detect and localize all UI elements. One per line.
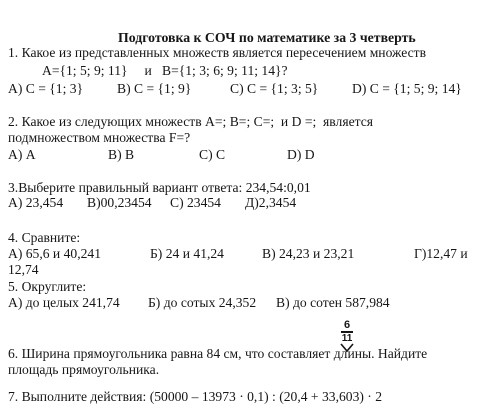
question-5-option-b: Б) до сотых 24,352 [148, 295, 257, 310]
question-2-option-b: В) В [108, 147, 135, 162]
question-5-option-c: В) до сотен 587,984 [276, 295, 390, 310]
question-1-text: 1. Какое из представленных множеств является пересечением множеств [8, 45, 427, 60]
question-4-option-d: Г)12,47 и [414, 246, 468, 261]
page-title: Подготовка к СОЧ по математике за 3 четверть [118, 30, 416, 45]
question-2-text-line-2: подмножеством множества F=? [8, 130, 191, 145]
question-4-option-a: А) 65,6 и 40,241 [8, 246, 101, 261]
question-4-option-b: Б) 24 и 41,24 [150, 246, 224, 261]
question-5-option-a: А) до целых 241,74 [8, 295, 120, 310]
question-7-text: 7. Выполните действия: (50000 – 13973 · 0,1) : (20,4 + 33,603) · 2 [8, 389, 383, 404]
question-4-text: 4. Сравните: [8, 230, 81, 245]
question-2-option-d: D) D [287, 147, 315, 162]
question-3-option-b: В)00,23454 [87, 195, 152, 210]
question-6-text-line-1: 6. Ширина прямоугольника равна 84 см, что составляет длины. Найдите [8, 346, 428, 361]
question-3-option-c: С) 23454 [170, 195, 221, 210]
fraction-denominator: 11 [341, 332, 353, 344]
question-5-text: 5. Округлите: [8, 279, 87, 294]
question-1-option-a: А) С = {1; 3} [8, 81, 84, 96]
question-1-sets: A={1; 5; 9; 11} и B={1; 3; 6; 9; 11; 14}? [42, 63, 288, 78]
question-1-option-c: С) С = {1; 3; 5} [230, 81, 319, 96]
question-3-text: 3.Выберите правильный вариант ответа: 234,54:0,01 [8, 180, 311, 195]
question-1-option-d: D) С = {1; 5; 9; 14} [352, 81, 462, 96]
question-1-option-b: В) С = {1; 9} [117, 81, 192, 96]
question-3-option-a: А) 23,454 [8, 195, 64, 210]
question-2-text-line-1: 2. Какое из следующих множеств A=; B=; C=; и D =; является [8, 114, 374, 129]
question-6-text-line-2: площадь прямоугольника. [8, 362, 160, 377]
question-2-option-c: С) С [199, 147, 226, 162]
question-3-option-d: Д)2,3454 [245, 195, 297, 210]
fraction-numerator: 6 [343, 319, 351, 331]
question-6-fraction [340, 320, 354, 344]
question-2-option-a: А) А [8, 147, 36, 162]
question-4-option-c: В) 24,23 и 23,21 [262, 246, 355, 261]
question-4-option-d-continuation: 12,74 [8, 262, 39, 277]
